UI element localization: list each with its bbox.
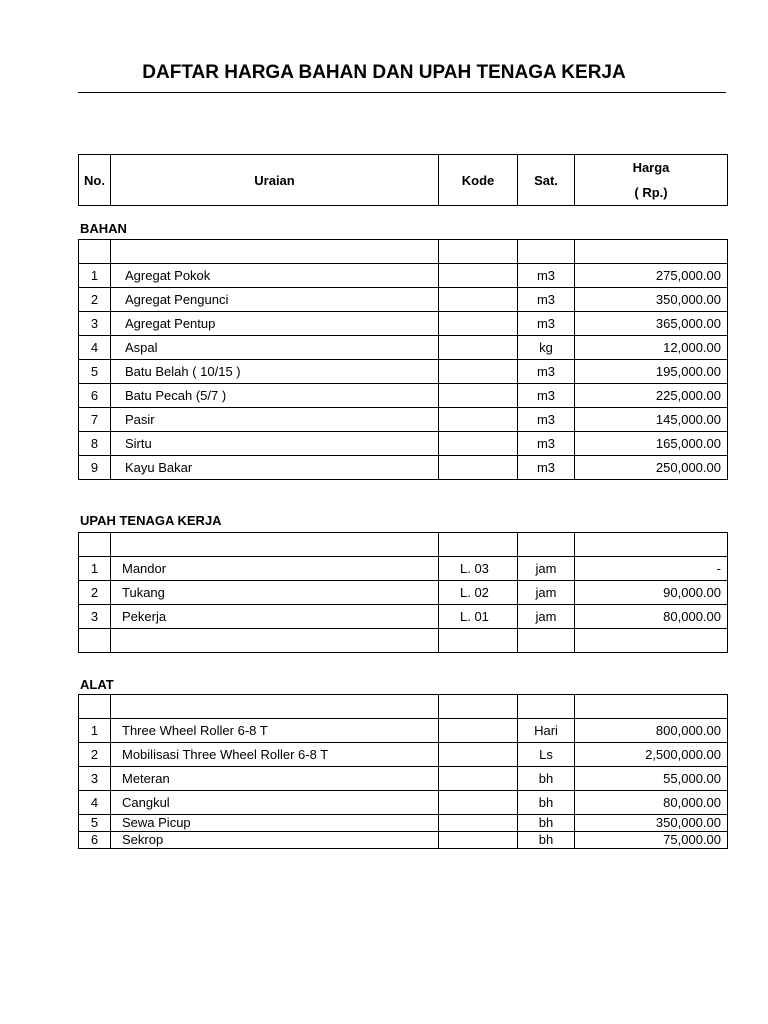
row-uraian: Agregat Pengunci xyxy=(111,288,439,312)
section-label-bahan: BAHAN xyxy=(80,221,127,236)
row-sat: bh xyxy=(518,815,575,832)
row-sat: m3 xyxy=(518,312,575,336)
upah-rows xyxy=(79,557,728,629)
row-kode: L. 01 xyxy=(439,605,518,629)
table-row-empty xyxy=(79,629,728,653)
table-row xyxy=(79,456,728,480)
row-no: 2 xyxy=(79,288,111,312)
row-harga: 195,000.00 xyxy=(575,360,728,384)
row-sat: Ls xyxy=(518,743,575,767)
row-sat: m3 xyxy=(518,408,575,432)
row-harga: 275,000.00 xyxy=(575,264,728,288)
table-row xyxy=(79,432,728,456)
row-kode xyxy=(439,743,518,767)
row-uraian: Pasir xyxy=(111,408,439,432)
row-harga: 55,000.00 xyxy=(575,767,728,791)
row-harga: 80,000.00 xyxy=(575,791,728,815)
row-kode xyxy=(439,815,518,832)
table-row xyxy=(79,264,728,288)
row-kode xyxy=(439,719,518,743)
header-harga-label: Harga xyxy=(632,160,670,175)
row-uraian: Agregat Pokok xyxy=(111,264,439,288)
section-label-alat: ALAT xyxy=(80,677,114,692)
row-kode xyxy=(439,312,518,336)
header-sat: Sat. xyxy=(518,155,575,206)
row-sat: m3 xyxy=(518,456,575,480)
table-row xyxy=(79,408,728,432)
row-kode xyxy=(439,384,518,408)
row-uraian: Sekrop xyxy=(111,832,439,849)
table-row xyxy=(79,557,728,581)
header-table xyxy=(78,154,728,206)
row-sat: Hari xyxy=(518,719,575,743)
row-sat: jam xyxy=(518,605,575,629)
table-row xyxy=(79,719,728,743)
row-no: 3 xyxy=(79,312,111,336)
row-kode xyxy=(439,791,518,815)
row-kode xyxy=(439,360,518,384)
row-sat: jam xyxy=(518,557,575,581)
row-no: 9 xyxy=(79,456,111,480)
table-row-empty xyxy=(79,533,728,557)
table-row xyxy=(79,360,728,384)
row-no: 1 xyxy=(79,557,111,581)
row-harga: 145,000.00 xyxy=(575,408,728,432)
table-row xyxy=(79,815,728,832)
row-no: 1 xyxy=(79,719,111,743)
row-harga: 350,000.00 xyxy=(575,815,728,832)
row-uraian: Sirtu xyxy=(111,432,439,456)
row-harga: 800,000.00 xyxy=(575,719,728,743)
row-uraian: Sewa Picup xyxy=(111,815,439,832)
row-sat: jam xyxy=(518,581,575,605)
table-row xyxy=(79,767,728,791)
header-harga-unit: ( Rp.) xyxy=(634,185,668,200)
row-uraian: Meteran xyxy=(111,767,439,791)
row-kode xyxy=(439,408,518,432)
row-sat: m3 xyxy=(518,432,575,456)
section-label-upah: UPAH TENAGA KERJA xyxy=(80,513,222,528)
row-sat: bh xyxy=(518,832,575,849)
row-harga: 2,500,000.00 xyxy=(575,743,728,767)
bahan-rows xyxy=(79,264,728,480)
header-harga xyxy=(575,155,728,206)
row-no: 1 xyxy=(79,264,111,288)
table-row xyxy=(79,605,728,629)
row-uraian: Pekerja xyxy=(111,605,439,629)
alat-rows xyxy=(79,719,728,849)
row-uraian: Agregat Pentup xyxy=(111,312,439,336)
table-row-empty xyxy=(79,240,728,264)
row-kode xyxy=(439,832,518,849)
row-uraian: Aspal xyxy=(111,336,439,360)
table-row xyxy=(79,743,728,767)
table-row xyxy=(79,832,728,849)
table-row xyxy=(79,288,728,312)
row-no: 6 xyxy=(79,832,111,849)
row-harga: 250,000.00 xyxy=(575,456,728,480)
row-harga: 365,000.00 xyxy=(575,312,728,336)
row-sat: m3 xyxy=(518,264,575,288)
header-kode: Kode xyxy=(439,155,518,206)
row-sat: bh xyxy=(518,791,575,815)
row-uraian: Batu Belah ( 10/15 ) xyxy=(111,360,439,384)
row-uraian: Three Wheel Roller 6-8 T xyxy=(111,719,439,743)
row-harga: 350,000.00 xyxy=(575,288,728,312)
row-no: 6 xyxy=(79,384,111,408)
row-no: 5 xyxy=(79,815,111,832)
row-harga: 90,000.00 xyxy=(575,581,728,605)
row-no: 3 xyxy=(79,605,111,629)
alat-table xyxy=(78,694,728,849)
bahan-table xyxy=(78,239,728,480)
page-title: DAFTAR HARGA BAHAN DAN UPAH TENAGA KERJA xyxy=(142,62,626,83)
row-kode: L. 02 xyxy=(439,581,518,605)
row-uraian: Kayu Bakar xyxy=(111,456,439,480)
table-row xyxy=(79,312,728,336)
row-uraian: Tukang xyxy=(111,581,439,605)
row-no: 2 xyxy=(79,743,111,767)
row-harga: 12,000.00 xyxy=(575,336,728,360)
table-row xyxy=(79,581,728,605)
row-harga: 80,000.00 xyxy=(575,605,728,629)
row-sat: m3 xyxy=(518,288,575,312)
row-kode xyxy=(439,456,518,480)
row-no: 4 xyxy=(79,336,111,360)
row-no: 4 xyxy=(79,791,111,815)
row-uraian: Mobilisasi Three Wheel Roller 6-8 T xyxy=(111,743,439,767)
row-harga: - xyxy=(575,557,728,581)
row-harga: 165,000.00 xyxy=(575,432,728,456)
row-kode xyxy=(439,767,518,791)
row-uraian: Cangkul xyxy=(111,791,439,815)
row-kode xyxy=(439,432,518,456)
row-no: 5 xyxy=(79,360,111,384)
row-no: 8 xyxy=(79,432,111,456)
row-uraian: Mandor xyxy=(111,557,439,581)
row-no: 2 xyxy=(79,581,111,605)
row-kode xyxy=(439,336,518,360)
table-row-empty xyxy=(79,695,728,719)
row-no: 3 xyxy=(79,767,111,791)
table-row xyxy=(79,336,728,360)
row-harga: 75,000.00 xyxy=(575,832,728,849)
row-kode: L. 03 xyxy=(439,557,518,581)
table-row xyxy=(79,791,728,815)
header-uraian: Uraian xyxy=(111,155,439,206)
row-no: 7 xyxy=(79,408,111,432)
row-harga: 225,000.00 xyxy=(575,384,728,408)
row-sat: m3 xyxy=(518,360,575,384)
upah-table xyxy=(78,532,728,653)
row-sat: kg xyxy=(518,336,575,360)
row-uraian: Batu Pecah (5/7 ) xyxy=(111,384,439,408)
row-kode xyxy=(439,288,518,312)
header-no: No. xyxy=(79,155,111,206)
title-divider xyxy=(78,92,726,93)
table-row xyxy=(79,384,728,408)
row-sat: m3 xyxy=(518,384,575,408)
row-sat: bh xyxy=(518,767,575,791)
row-kode xyxy=(439,264,518,288)
